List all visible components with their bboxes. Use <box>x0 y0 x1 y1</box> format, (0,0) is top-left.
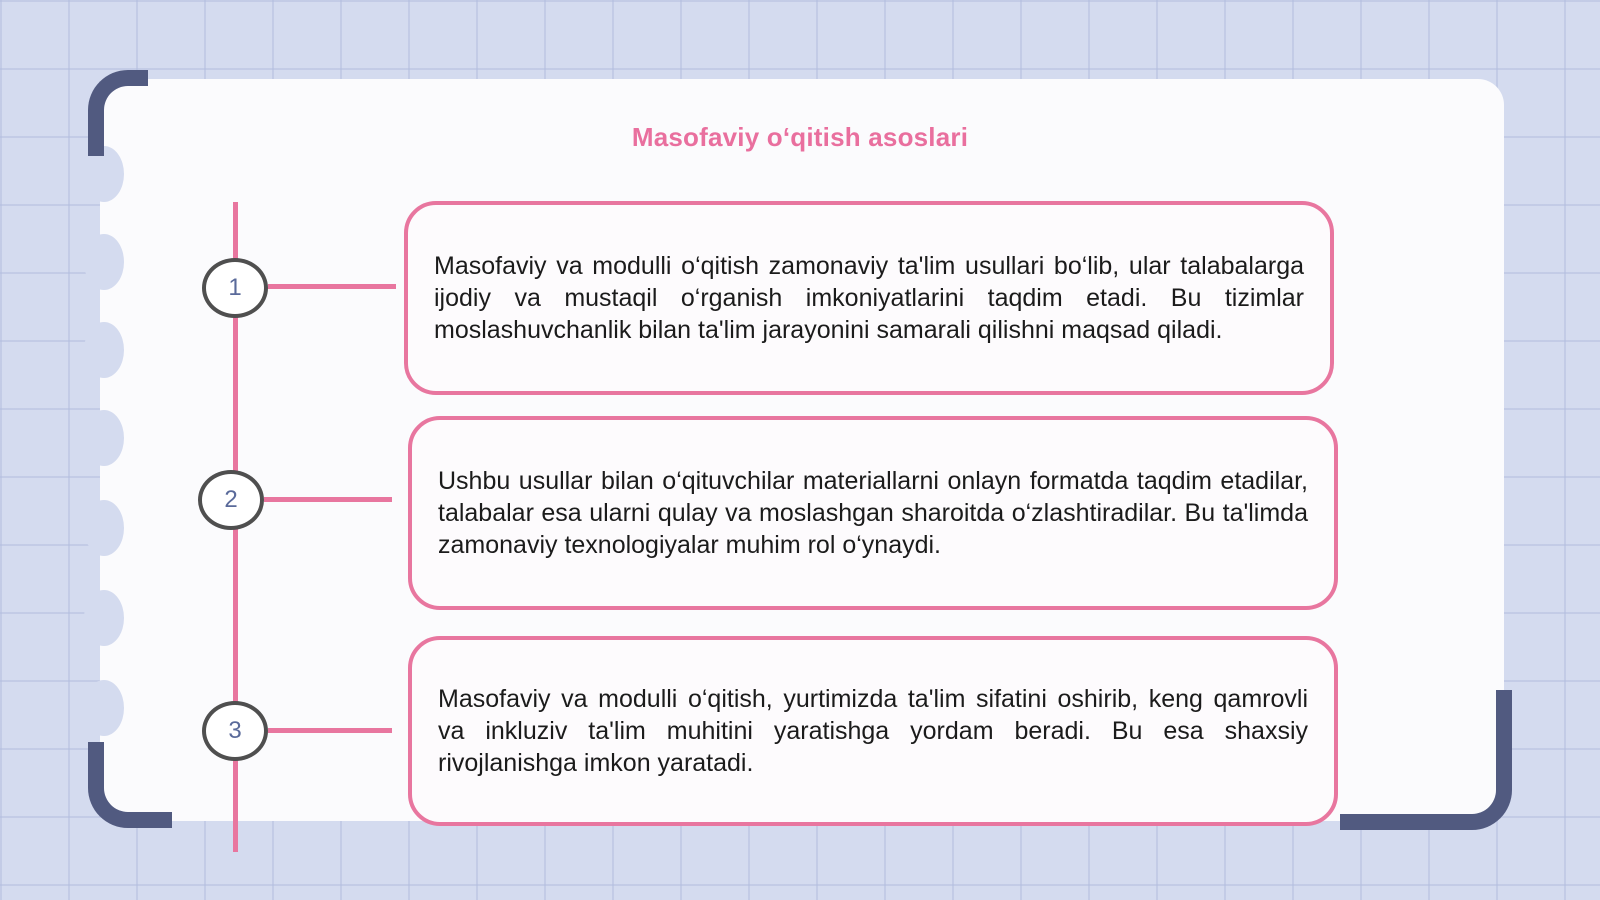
binder-hole <box>84 680 124 736</box>
corner-bracket-bottom-left <box>88 742 172 828</box>
binder-hole <box>84 234 124 290</box>
step-text-3: Masofaviy va modulli o‘qitish, yurtimizda ta'lim sifatini oshirib, keng qamrovli va inkluziv ta'lim muhitini yaratishga yordam beradi. Bu esa shaxsiy rivojlanishga imkon yaratadi. <box>438 685 1308 777</box>
step-text-1: Masofaviy va modulli o‘qitish zamonaviy ta'lim usullari bo‘lib, ular talabalarga ijodiy va mustaqil o‘rganish imkoniyatlarini taqdim etadi. Bu tizimlar moslashuvchanlik bilan ta'lim jarayonini samarali qilishni maqsad qiladi. <box>434 252 1304 344</box>
step-card-1 <box>404 201 1334 395</box>
timeline-connector-2 <box>264 497 392 502</box>
step-card-2 <box>408 416 1338 610</box>
step-number-3: 3 <box>202 701 268 761</box>
timeline-connector-1 <box>268 284 396 289</box>
binder-hole <box>84 322 124 378</box>
binder-hole <box>84 500 124 556</box>
step-card-3 <box>408 636 1338 826</box>
corner-bracket-bottom-right <box>1340 690 1512 830</box>
step-text-2: Ushbu usullar bilan o‘qituvchilar materiallarni onlayn formatda taqdim etadilar, talabalar esa ularni qulay va moslashgan sharoitda o‘zlashtiradilar. Bu ta'limda zamonaviy texnologiyalar muhim rol o‘ynaydi. <box>438 467 1308 559</box>
timeline-connector-3 <box>268 728 392 733</box>
step-number-1: 1 <box>202 258 268 318</box>
binder-hole <box>84 590 124 646</box>
step-number-2: 2 <box>198 470 264 530</box>
binder-hole <box>84 410 124 466</box>
slide-title: Masofaviy o‘qitish asoslari <box>631 122 969 152</box>
